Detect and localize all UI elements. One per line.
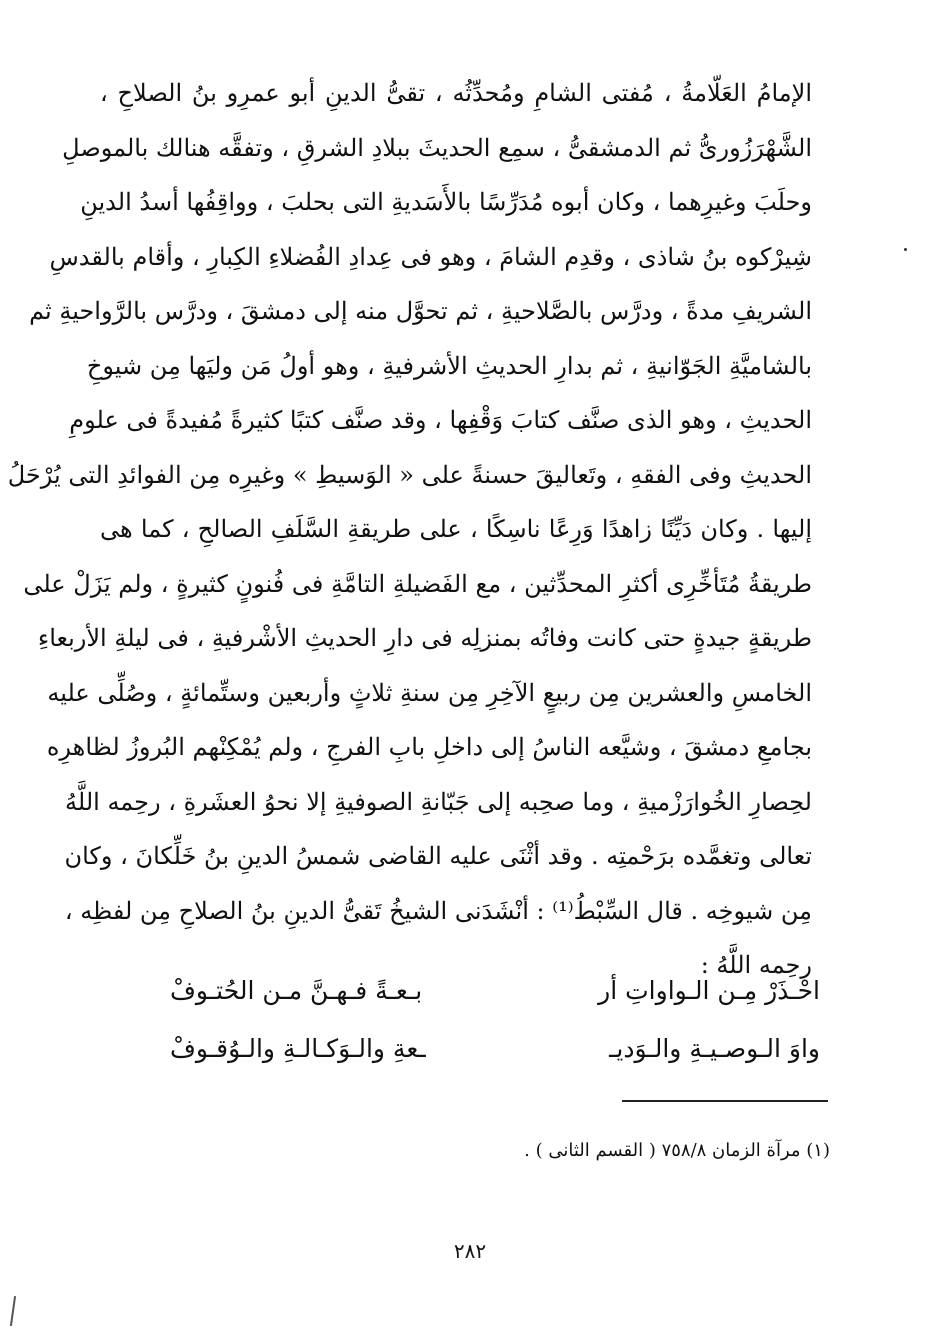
footnote: (١) مرآة الزمان ٧٥٨/٨ ( القسم الثانى ) . xyxy=(524,1140,830,1161)
text-line: وحلَبَ وغيرِهما ، وكان أبوه مُدَرِّسًا بالأَسَديةِ التى بحلبَ ، وواقِفُها أسدُ الدينِ xyxy=(80,188,812,216)
verse-line xyxy=(170,962,820,1020)
text-line: الشَّهْرَزُورىُّ ثم الدمشقىُّ ، سمِع الحديثَ ببلادِ الشرقِ ، وتفقَّه هنالك بالموصلِ xyxy=(62,133,812,162)
text-line: بجامعِ دمشقَ ، وشيَّعه الناسُ إلى داخلِ بابِ الفرجِ ، ولم يُمْكِنْهم البُروزُ لظاهرِه xyxy=(46,733,812,761)
poem-verse xyxy=(170,962,820,1078)
verse-line xyxy=(170,1020,820,1078)
verse-first-hemistich: احْـذَرْ مِـن الـواواتِ أر xyxy=(598,976,820,1005)
text-line: طريقةٍ جيدةٍ حتى كانت وفاتُه بمنزلِه فى دارِ الحديثِ الأشْرفيةِ ، فى ليلةِ الأربعاءِ xyxy=(37,624,812,652)
footnote-divider xyxy=(622,1100,828,1102)
text-line-last: رحِمه اللَّهُ : xyxy=(700,951,812,979)
verse-second-hemistich: بـعـةً فـهـنَّ مـن الحُتـوفْ xyxy=(170,976,423,1005)
verse-first-hemistich: واوَ الـوصـيـةِ والـوَديـ xyxy=(609,1034,820,1063)
margin-dot-mark xyxy=(904,248,907,251)
main-paragraph xyxy=(7,66,812,993)
text-line: تعالى وتغمَّده برَحْمتِه . وقد أثْنَى عليه القاضى شمسُ الدينِ بنُ خَلِّكانَ ، وكان xyxy=(64,842,812,870)
text-line: بالشاميَّةِ الجَوّانيةِ ، ثم بدارِ الحديثِ الأشرفيةِ ، وهو أولُ مَن وليَها مِن شيوخِ xyxy=(86,351,812,380)
text-line: الحديثِ ، وهو الذى صنَّف كتابَ وَقْفِها ، وقد صنَّف كتبًا كثيرةً مُفيدةً فى علومِ xyxy=(69,406,812,434)
text-line: مِن شيوخِه . قال السِّبْطُ⁽¹⁾ : أنْشَدَنى الشيخُ تَقىُّ الدينِ بنُ الصلاحِ مِن لفظِه ، xyxy=(64,896,812,925)
text-line: إليها . وكان دَيِّنًا زاهدًا وَرِعًا ناسِكًا ، على طريقةِ السَّلَفِ الصالحِ ، كما هى xyxy=(100,515,812,543)
text-line: طريقةُ مُتَأخِّرِى أكثرِ المحدِّثين ، مع الفَضيلةِ التامَّةِ فى فُنونٍ كثيرةٍ ، ولم يَزَلْ على xyxy=(23,569,812,598)
text-line: الخامسِ والعشرين مِن ربيعٍ الآخِرِ مِن سنةِ ثلاثٍ وأربعين وستِّمائةٍ ، وصُلِّى عليه xyxy=(47,678,812,707)
text-line: الشريفِ مدةً ، ودرَّس بالصَّلاحيةِ ، ثم تحوَّل منه إلى دمشقَ ، ودرَّس بالرَّواحيةِ ثم xyxy=(29,297,812,325)
text-line: الحديثِ وفى الفقهِ ، وتَعاليقَ حسنةً على « الوَسيطِ » وغيرِه مِن الفوائدِ التى يُرْحَلُ xyxy=(7,460,812,489)
text-line: شِيرْكوه بنُ شاذى ، وقدِم الشامَ ، وهو فى عِدادِ الفُضلاءِ الكِبارِ ، وأقام بالقدسِ xyxy=(49,242,812,271)
verse-second-hemistich: ـعةِ والـوَكـالـةِ والـوُقـوفْ xyxy=(170,1034,426,1063)
page-number: ٢٨٢ xyxy=(453,1239,487,1263)
text-line: لحِصارِ الخُوارَزْميةِ ، وما صحِبه إلى جَبّانةِ الصوفيةِ إلا نحوُ العشَرةِ ، رحِمه اللَّهُ xyxy=(65,787,812,816)
text-line: الإمامُ العَلّامةُ ، مُفتى الشامِ ومُحدِّثُه ، تقىُّ الدينِ أبو عمرِو بنُ الصلاحِ ، xyxy=(100,79,812,107)
margin-pencil-stroke xyxy=(10,1296,16,1326)
